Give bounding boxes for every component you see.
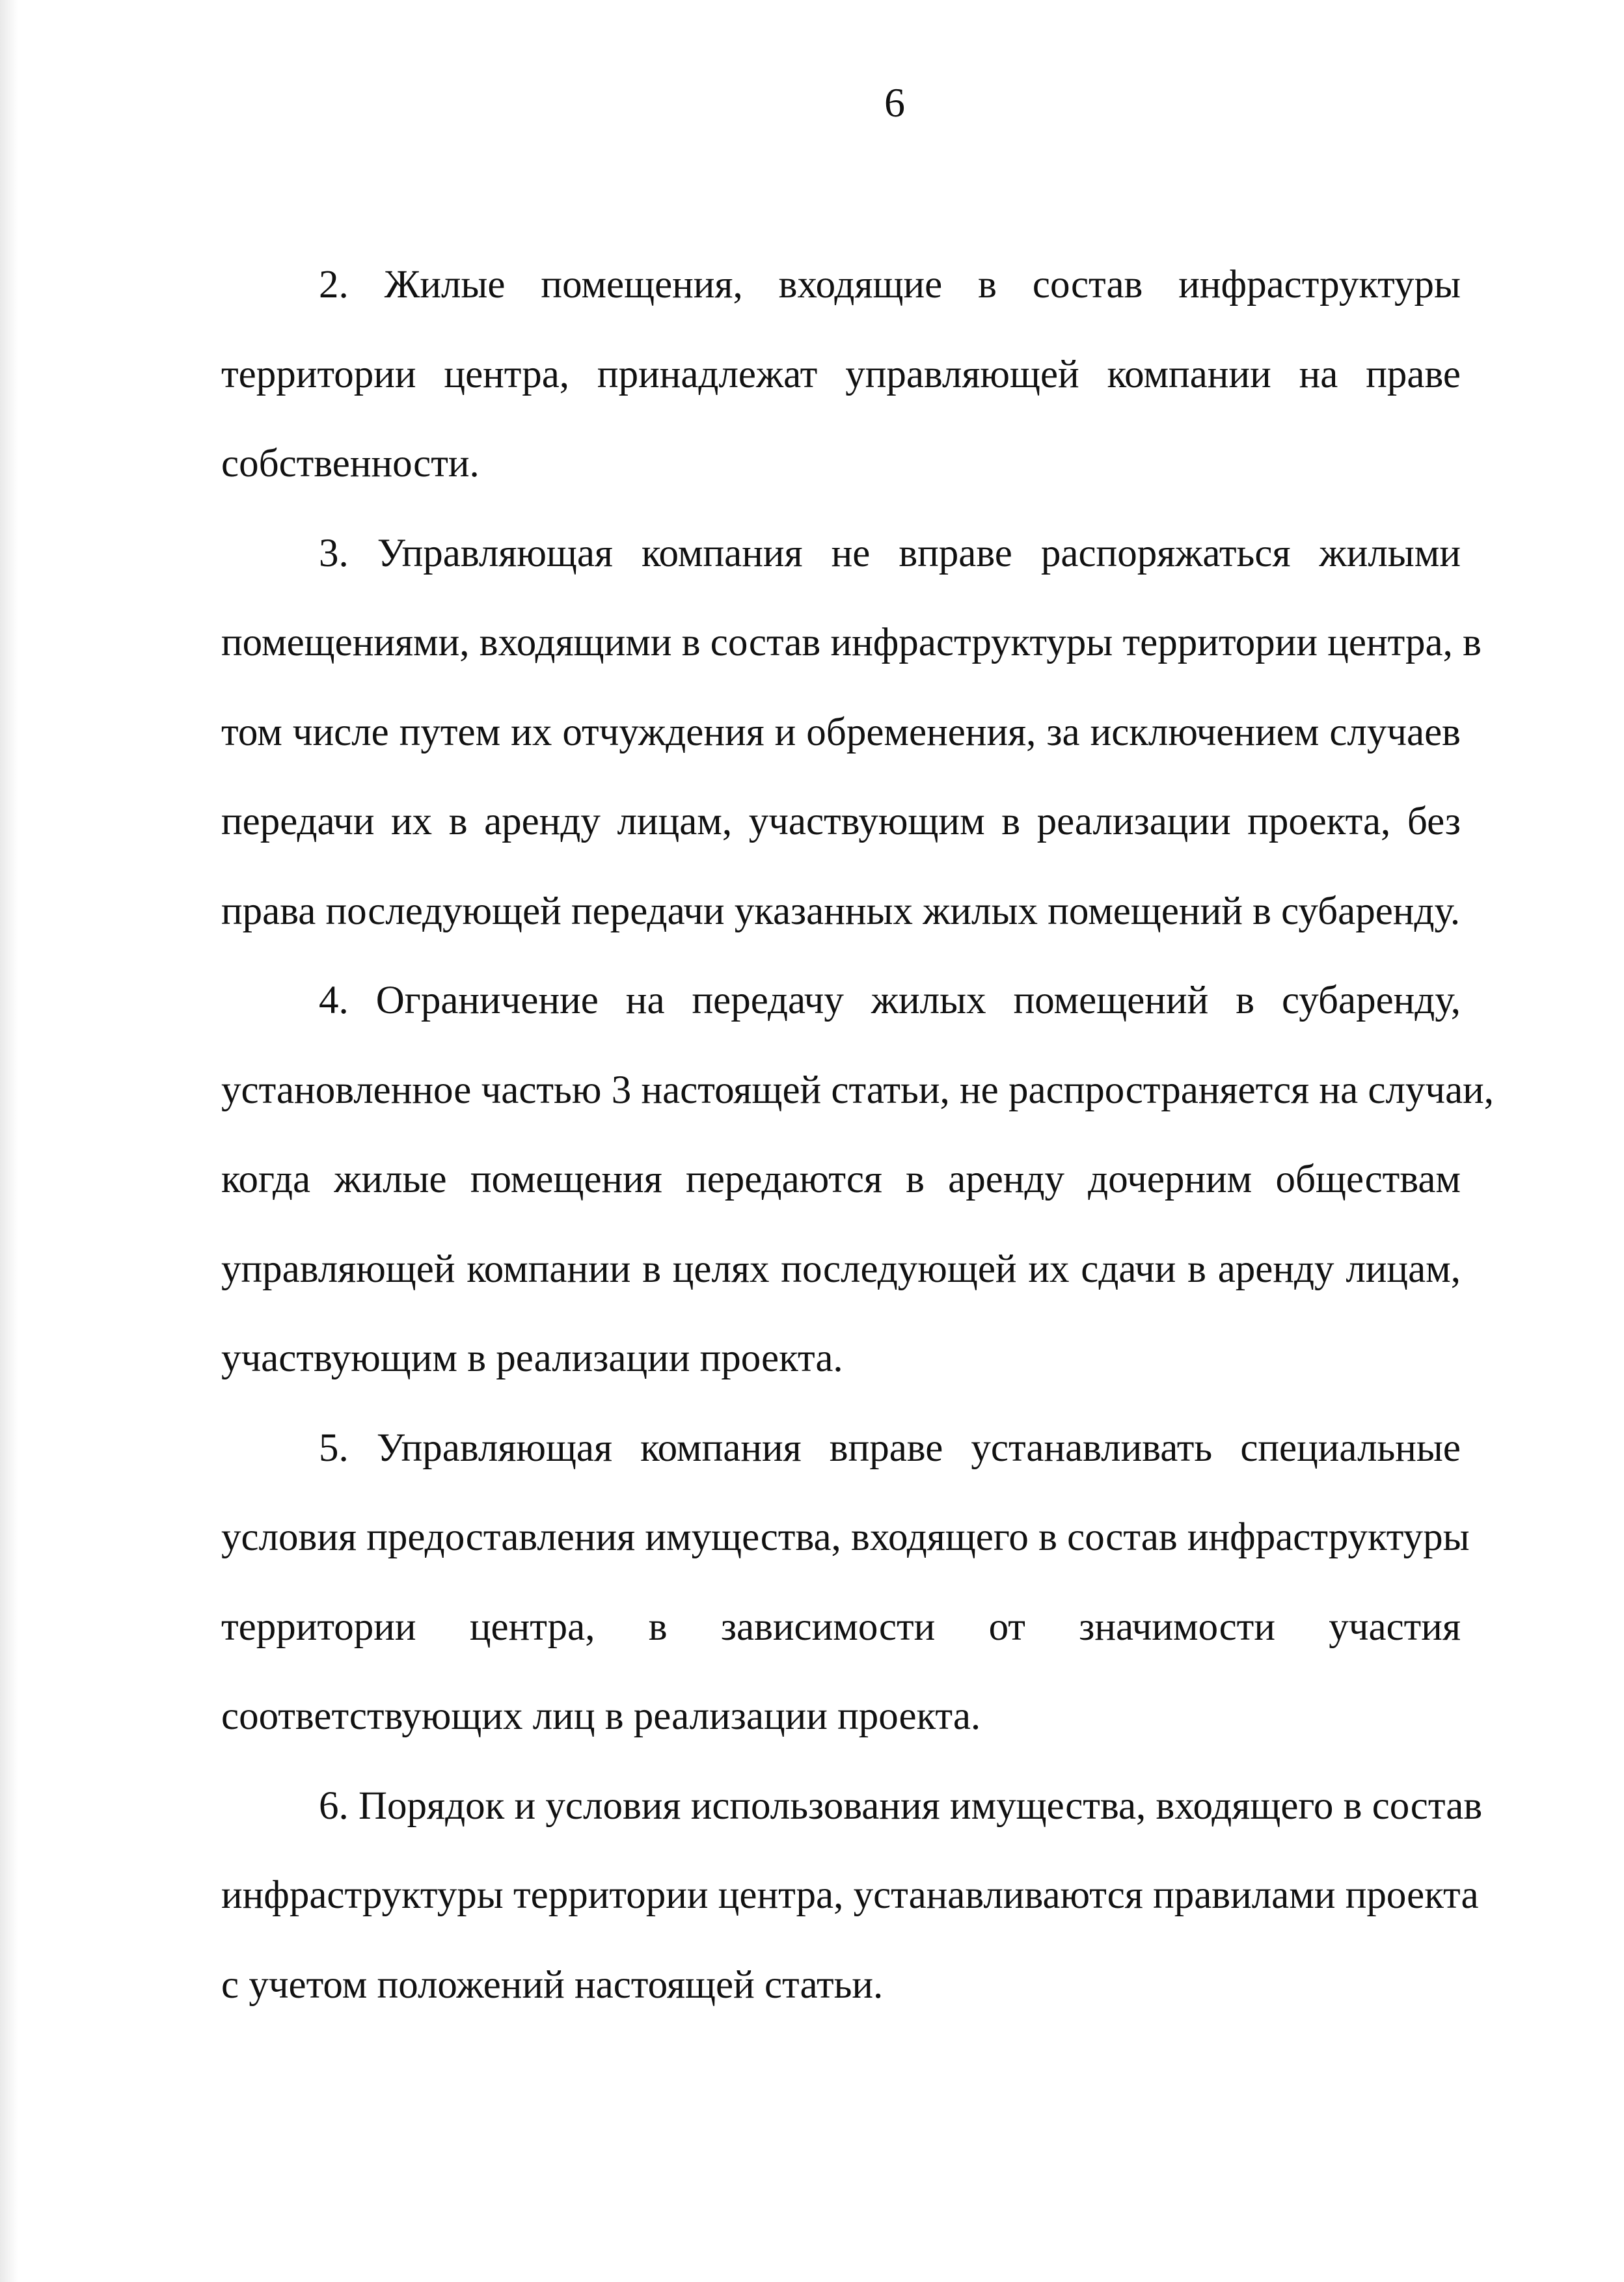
document-body (221, 240, 1495, 2030)
text-line: права последующей передачи указанных жилых помещений в субаренду. (221, 889, 1461, 933)
text-line: собственности. (221, 442, 480, 485)
text-line: установленное частью 3 настоящей статьи, не распространяется на случаи, (221, 1068, 1495, 1112)
text-line: территории центра, принадлежат управляющей компании на праве (221, 352, 1461, 396)
text-line: 6. Порядок и условия использования имущества, входящего в состав (319, 1784, 1483, 1828)
text-line: 4. Ограничение на передачу жилых помещений в субаренду, (319, 979, 1461, 1022)
text-line: участвующим в реализации проекта. (221, 1337, 843, 1380)
text-line: том числе путем их отчуждения и обременения, за исключением случаев (221, 710, 1461, 754)
text-line: условия предоставления имущества, входящего в состав инфраструктуры (221, 1515, 1470, 1559)
paragraph-3 (221, 509, 1482, 957)
text-line: 5. Управляющая компания вправе устанавливать специальные (319, 1426, 1461, 1470)
text-line: передачи их в аренду лицам, участвующим в реализации проекта, без (221, 800, 1461, 843)
text-line: помещениями, входящими в состав инфраструктуры территории центра, в (221, 621, 1482, 664)
text-line: 3. Управляющая компания не вправе распоряжаться жилыми (319, 531, 1461, 575)
scan-edge (0, 0, 18, 2282)
paragraph-6 (221, 1761, 1483, 2030)
text-line: соответствующих лиц в реализации проекта. (221, 1694, 981, 1738)
text-line: управляющей компании в целях последующей их сдачи в аренду лицам, (221, 1247, 1461, 1291)
text-line: 2. Жилые помещения, входящие в состав инфраструктуры (319, 263, 1461, 306)
page-number: 6 (884, 79, 905, 126)
paragraph-2 (221, 240, 1461, 509)
paragraph-4 (221, 956, 1495, 1404)
paragraph-5 (221, 1404, 1470, 1761)
text-line: когда жилые помещения передаются в аренду дочерним обществам (221, 1158, 1461, 1201)
text-line: территории центра, в зависимости от значимости участия (221, 1605, 1461, 1649)
text-line: с учетом положений настоящей статьи. (221, 1963, 884, 2007)
text-line: инфраструктуры территории центра, устанавливаются правилами проекта (221, 1873, 1479, 1917)
